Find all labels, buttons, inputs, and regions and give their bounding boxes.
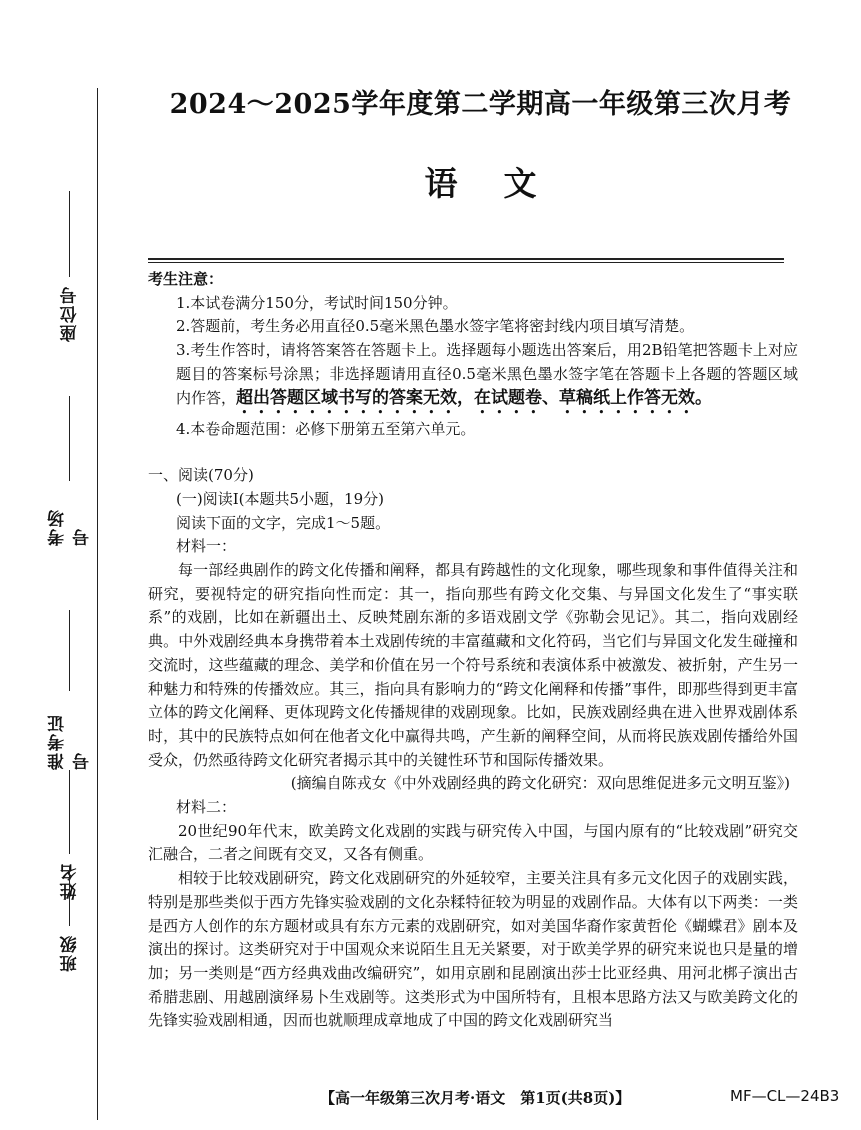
page-footer: [320, 1087, 840, 1108]
seat-number-field[interactable]: [50, 182, 90, 342]
admission-number-label: 准考证号: [48, 713, 93, 770]
seat-number-label: 座位号: [60, 285, 81, 342]
footer-code: MF—CL—24B3: [730, 1087, 840, 1105]
material-1-text: 每一部经典剧作的跨文化传播和阐释，都具有跨越性的文化现象，哪些现象和事件值得关注和研究，要视特定的研究指向性而定：其一，指向那些有跨文化交集、与异国文化发生了“事实联系”的戏剧，比如在新疆出土、反映梵剧东渐的多语戏剧文学《弥勒会见记》。其二，指向戏剧经典。中外戏剧经典本身携带着本土戏剧传统的丰富蕴藏和文化符码，当它们与异国文化发生碰撞和交流时，这些蕴藏的理念、美学和价值在另一个符号系统和表演体系中被激发、被折射，产生另一种魅力和特殊的传播效应。其三，指向具有影响力的“跨文化阐释和传播”事件，即那些得到更丰富立体的跨文化阐释、更体现跨文化传播规律的戏剧现象。比如，民族戏剧经典在进入世界戏剧体系时，其中的民族特点如何在他者文化中赢得共鸣，产生新的阐释空间，从而将民族戏剧传播给外国受众，仍然亟待跨文化研究者揭示其中的关键性环节和国际传播效果。: [148, 561, 798, 769]
notice-item-2: 2.答题前，考生务必用直径0.5毫米黑色墨水签字笔将密封线内项目填写清楚。: [176, 317, 695, 336]
material-2-paragraph-2: 相较于比较戏剧研究，跨文化戏剧研究的外延较窄，主要关注具有多元文化因子的戏剧实践，特别是那些类似于西方先锋实验戏剧的文化杂糅特征较为明显的戏剧作品。大体有以下两类：一类是西方人创作的东方题材或具有东方元素的戏剧研究，如对美国华裔作家黄哲伦《蝴蝶君》剧本及演出的探讨。这类研究对于中国观众来说陌生且无关紧要，对于欧美学界的研究来说也只是量的增加；另一类则是“西方经典戏曲改编研究”，如用京剧和昆剧演出莎士比亚经典、用河北梆子演出古希腊悲剧、用越剧演绎易卜生戏剧等。这类形式为中国所特有，且根本思路方法又与欧美跨文化的先锋实验戏剧相通，因而也就顺理成章地成了中国的跨文化戏剧研究当: [148, 869, 798, 1030]
footer-label: 【高一年级第三次月考·语文 第1页(共8页)】: [320, 1089, 631, 1107]
exam-title: 2024～2025学年度第二学期高一年级第三次月考: [169, 89, 792, 120]
class-blank[interactable]: [70, 866, 71, 926]
notice-item-3: [148, 339, 798, 417]
section-sub-heading: (一)阅读Ⅰ(本题共5小题，19分): [176, 489, 384, 508]
notice-item-3-emphasis: 超出答题区域书写的答案无效，在试题卷、草稿纸上作答无效。: [236, 387, 713, 408]
section-instruction: 阅读下面的文字，完成1～5题。: [176, 513, 391, 532]
admission-number-field[interactable]: [48, 610, 93, 770]
seat-number-blank[interactable]: [70, 191, 71, 277]
notice-item-4: 4.本卷命题范围：必修下册第五至第六单元。: [176, 419, 476, 438]
class-label: 班级: [60, 934, 81, 972]
class-field[interactable]: [50, 862, 90, 972]
subject-title: 语文: [424, 164, 583, 203]
name-blank[interactable]: [70, 770, 71, 854]
notice-item-3-text: 3.考生作答时，请将答案答在答题卡上。选择题每小题选出答案后，用2B铅笔把答题卡上对应题目的答案标号涂黑；非选择题请用直径0.5毫米黑色墨水签字笔在答题卡上各题的答题区域内作答，: [176, 341, 798, 407]
notice-heading: 考生注意：: [148, 270, 224, 288]
header-rule-thick: [148, 258, 784, 260]
material-2-paragraph-1: 20世纪90年代末，欧美跨文化戏剧的实践与研究传入中国，与国内原有的“比较戏剧”研究交汇融合，二者之间既有交叉，又各有侧重。: [148, 821, 798, 864]
exam-content: [148, 268, 798, 1033]
material-1-source: (摘编自陈戎女《中外戏剧经典的跨文化研究：双向思维促进多元文明互鉴》): [290, 774, 790, 793]
material-1-label: 材料一：: [176, 537, 237, 556]
spacer: [148, 441, 798, 464]
exam-room-blank[interactable]: [70, 396, 71, 481]
header-rule-thin: [148, 262, 784, 263]
section-heading: 一、阅读(70分): [148, 466, 254, 485]
binding-line: [97, 88, 98, 1120]
admission-number-blank[interactable]: [70, 610, 71, 691]
exam-room-label: 考场号: [48, 508, 93, 546]
material-2-label: 材料二：: [176, 798, 237, 817]
exam-room-field[interactable]: [48, 396, 93, 546]
notice-item-1: 1.本试卷满分150分，考试时间150分钟。: [176, 293, 458, 312]
name-label: 姓名: [60, 862, 81, 900]
